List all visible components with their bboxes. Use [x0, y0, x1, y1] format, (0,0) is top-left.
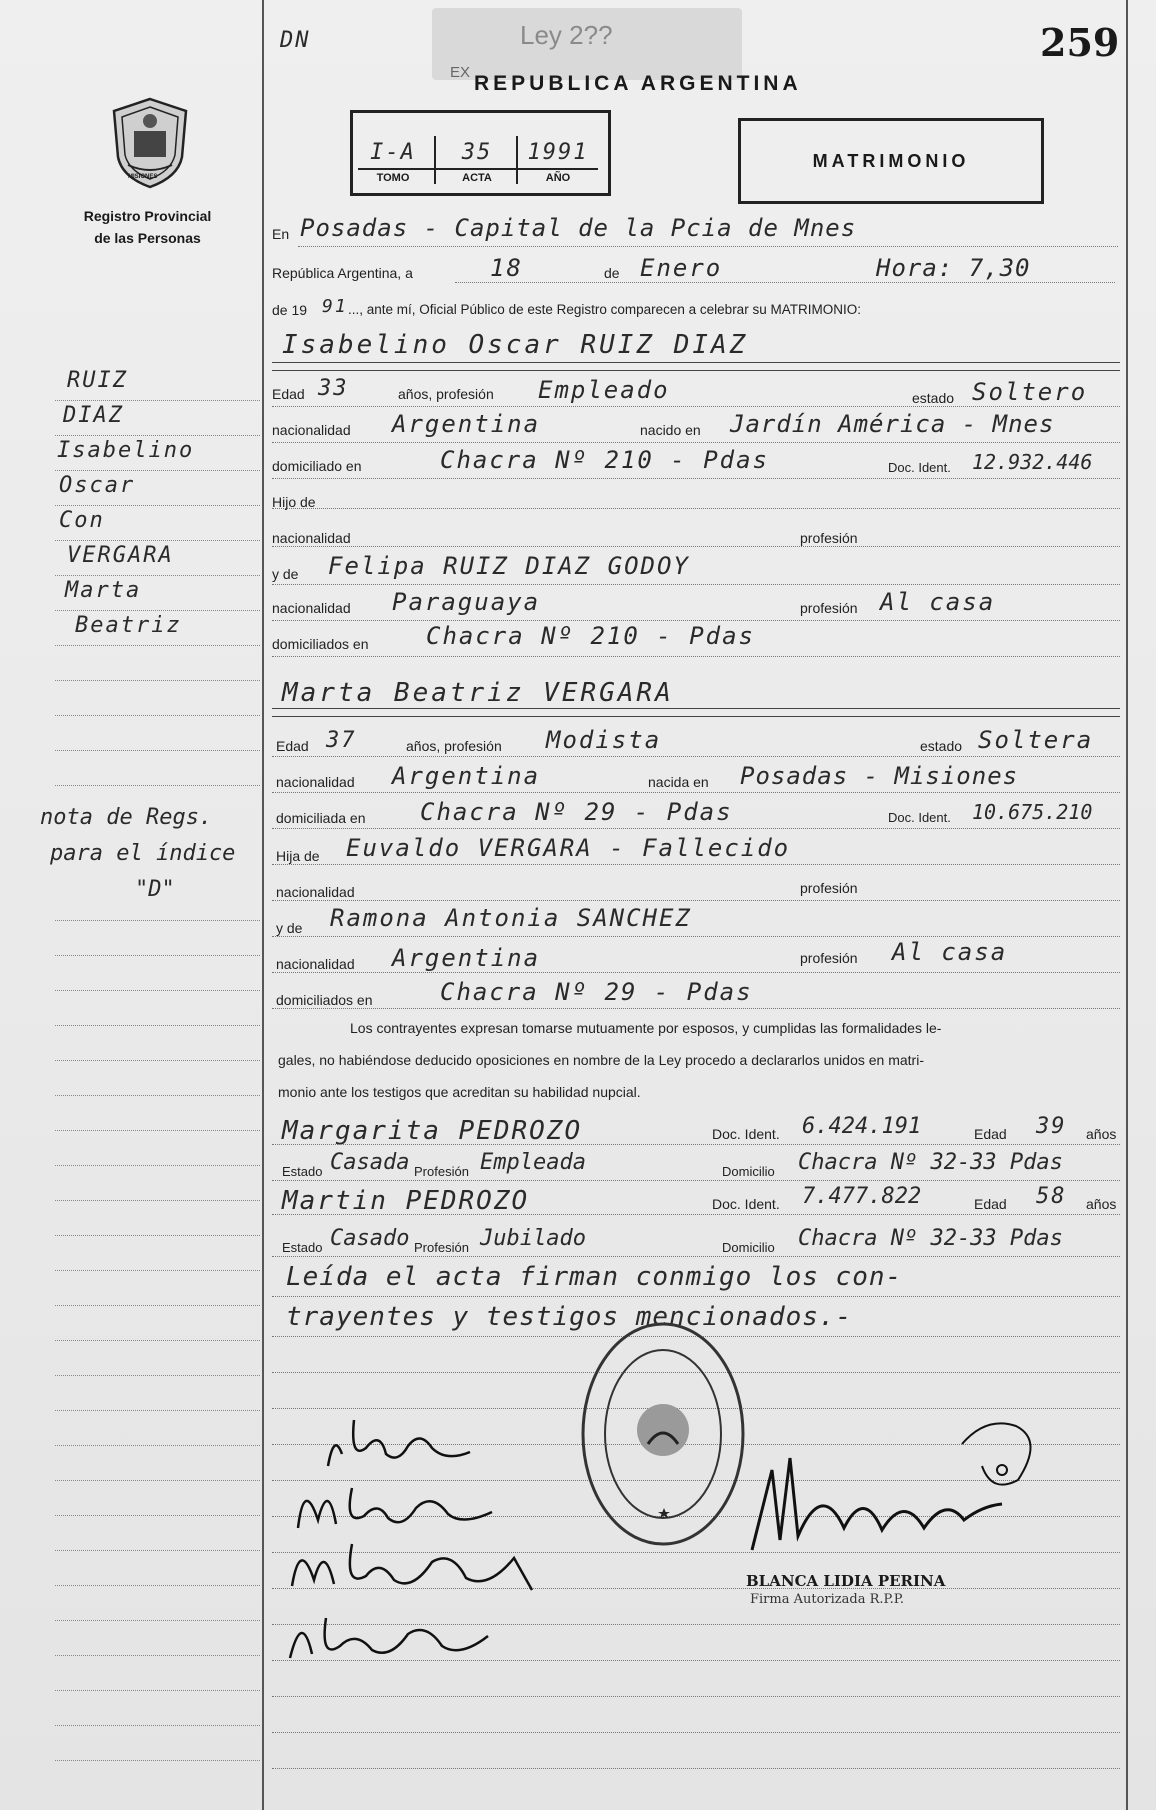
ley-stamp-prefix: EX	[450, 64, 471, 81]
groom-nacido: Jardín América - Mnes	[730, 410, 1055, 438]
margin-rule	[55, 1270, 260, 1271]
witness-dom: Chacra Nº 32-33 Pdas	[798, 1150, 1063, 1175]
registry-line-2: de las Personas	[94, 230, 201, 246]
officer-title: Firma Autorizada R.P.P.	[750, 1592, 905, 1607]
bride-name: Marta Beatriz VERGARA	[282, 678, 674, 708]
margin-rule	[55, 1200, 260, 1201]
witness-edad-label: Edad	[974, 1126, 1007, 1142]
groom-doms: Chacra Nº 210 - Pdas	[426, 622, 755, 650]
legal-paragraph-line: monio ante los testigos que acreditan su habilidad nupcial.	[278, 1084, 641, 1100]
bride-dom-label: domiciliada en	[276, 810, 366, 826]
bride-m-prof: Al casa	[892, 938, 1008, 966]
intro-year-suffix: 91	[322, 296, 348, 317]
groom-m-prof-label: profesión	[800, 600, 858, 616]
intro-month: Enero	[640, 254, 723, 282]
witness-anos-label: años	[1086, 1196, 1117, 1212]
groom-estado: Soltero	[972, 378, 1088, 406]
margin-rule	[55, 1165, 260, 1166]
margin-name: RUIZ	[67, 368, 128, 393]
line-rule	[272, 406, 1120, 407]
legal-paragraph-line: Los contrayentes expresan tomarse mutuamente por esposos, y cumplidas las formalidades le-	[350, 1020, 942, 1036]
intro-rule	[455, 282, 1115, 283]
bride-estado: Soltera	[978, 726, 1094, 754]
margin-rule	[55, 1375, 260, 1376]
margin-rule	[55, 750, 260, 751]
line-rule	[272, 756, 1120, 757]
intro-rule	[298, 246, 1118, 247]
line-rule	[272, 936, 1120, 937]
tomo-label: TOMO	[376, 172, 410, 184]
margin-rule	[55, 680, 260, 681]
groom-m-prof: Al casa	[880, 588, 996, 616]
groom-profesion: Empleado	[538, 376, 670, 404]
line-rule	[272, 864, 1120, 865]
bride-prof-label: años, profesión	[406, 738, 502, 754]
margin-rule	[55, 1060, 260, 1061]
bride-doc: 10.675.210	[972, 800, 1093, 824]
bride-doms-label: domiciliados en	[276, 992, 373, 1008]
bride-yde-label: y de	[276, 920, 303, 936]
official-seal	[578, 1318, 748, 1550]
margin-note-line: "D"	[135, 877, 175, 902]
bride-edad-label: Edad	[276, 738, 309, 754]
bride-nacido-label: nacida en	[648, 774, 709, 790]
margin-note-line: nota de Regs.	[40, 805, 213, 830]
witness-dom-label: Domicilio	[722, 1164, 775, 1179]
groom-name: Isabelino Oscar RUIZ DIAZ	[282, 330, 749, 360]
groom-yde-label: y de	[272, 566, 299, 582]
groom-estado-label: estado	[912, 390, 955, 406]
groom-prof-label: años, profesión	[398, 386, 494, 402]
intro-en-label: En	[272, 226, 290, 242]
witness-doc-label: Doc. Ident.	[712, 1196, 780, 1212]
bride-nacido: Posadas - Misiones	[740, 762, 1019, 790]
corner-mark: DN	[280, 28, 311, 53]
page-number: 259	[1040, 20, 1120, 65]
line-rule	[272, 1008, 1120, 1009]
margin-rule	[55, 1305, 260, 1306]
groom-nacido-label: nacido en	[640, 422, 701, 438]
witness-name: Martin PEDROZO	[282, 1186, 530, 1216]
margin-rule	[55, 1025, 260, 1026]
line-rule	[272, 546, 1120, 547]
act-type-label: MATRIMONIO	[812, 150, 970, 171]
bride-p-nac-label: nacionalidad	[276, 884, 355, 900]
margin-rule	[55, 1725, 260, 1726]
emblem-label: MISIONES	[128, 174, 158, 180]
margin-name: Marta	[65, 578, 142, 603]
margin-rule	[55, 400, 260, 401]
line-rule	[272, 1296, 1120, 1297]
margin-rule	[55, 470, 260, 471]
line-rule	[272, 656, 1120, 657]
margin-name: VERGARA	[67, 543, 174, 568]
section-rule	[272, 708, 1120, 709]
margin-rule	[55, 920, 260, 921]
margin-rule	[55, 1095, 260, 1096]
groom-madre: Felipa RUIZ DIAZ GODOY	[328, 552, 690, 580]
groom-dom-label: domiciliado en	[272, 458, 362, 474]
registry-line-1: Registro Provincial	[83, 208, 212, 224]
groom-doc-label: Doc. Ident.	[888, 460, 951, 475]
bride-hijo: Euvaldo VERGARA - Fallecido	[346, 834, 791, 862]
witness-estado: Casado	[330, 1226, 410, 1251]
margin-name: Beatriz	[75, 613, 182, 638]
closing-line: Leída el acta firman conmigo los con-	[286, 1262, 903, 1292]
margin-rule	[55, 955, 260, 956]
line-rule	[272, 478, 1120, 479]
margin-rule	[55, 1760, 260, 1761]
margin-rule	[55, 1410, 260, 1411]
groom-edad: 33	[318, 376, 349, 401]
bride-doms: Chacra Nº 29 - Pdas	[440, 978, 753, 1006]
tomo-value: I-A	[370, 140, 416, 165]
margin-rule	[55, 785, 260, 786]
line-rule	[272, 972, 1120, 973]
left-column-divider	[262, 0, 264, 1810]
margin-rule	[55, 1550, 260, 1551]
margin-rule	[55, 505, 260, 506]
record-id-inner	[358, 140, 600, 186]
bride-nac: Argentina	[392, 762, 541, 790]
line-rule	[272, 508, 1120, 509]
witness-doc: 7.477.822	[802, 1184, 922, 1209]
witness-anos-label: años	[1086, 1126, 1117, 1142]
margin-rule	[55, 1655, 260, 1656]
margin-rule	[55, 575, 260, 576]
act-type-box	[738, 118, 1044, 204]
signature	[282, 1600, 502, 1670]
bride-profesion: Modista	[546, 726, 662, 754]
acta-value: 35	[461, 140, 493, 165]
groom-doc: 12.932.446	[972, 450, 1093, 474]
ano-label: AÑO	[545, 172, 571, 184]
margin-rule	[55, 1480, 260, 1481]
line-rule	[272, 828, 1120, 829]
signature	[282, 1530, 552, 1600]
margin-rule	[55, 1515, 260, 1516]
line-rule	[272, 792, 1120, 793]
groom-nac: Argentina	[392, 410, 541, 438]
republic-heading: REPUBLICA ARGENTINA	[474, 72, 802, 95]
line-rule	[272, 620, 1120, 621]
intro-rep-label: República Argentina, a	[272, 265, 413, 281]
margin-rule	[55, 540, 260, 541]
acta-label: ACTA	[462, 172, 492, 184]
witness-edad-label: Edad	[974, 1196, 1007, 1212]
section-rule	[272, 362, 1120, 363]
margin-name: Oscar	[59, 473, 136, 498]
id-separator-2	[516, 136, 518, 184]
margin-rule	[55, 1585, 260, 1586]
witness-estado-label: Estado	[282, 1164, 323, 1179]
witness-dom-label: Domicilio	[722, 1240, 775, 1255]
line-rule	[272, 442, 1120, 443]
groom-p-prof-label: profesión	[800, 530, 858, 546]
witness-prof-label: Profesión	[414, 1240, 469, 1255]
margin-rule	[55, 1690, 260, 1691]
bride-hijo-label: Hija de	[276, 848, 320, 864]
line-rule	[272, 1256, 1120, 1257]
right-border-line	[1126, 0, 1128, 1810]
ley-stamp-text: Ley 2??	[520, 20, 613, 50]
closing-line: trayentes y testigos mencionados.-	[286, 1302, 853, 1332]
line-rule	[272, 1214, 1120, 1215]
intro-de-label: de	[604, 265, 620, 281]
line-rule	[272, 1144, 1120, 1145]
bride-p-prof-label: profesión	[800, 880, 858, 896]
witness-estado: Casada	[330, 1150, 410, 1175]
section-rule	[272, 370, 1120, 371]
witness-prof: Empleada	[480, 1150, 586, 1175]
signature	[320, 1408, 490, 1478]
margin-rule	[55, 1130, 260, 1131]
witness-dom: Chacra Nº 32-33 Pdas	[798, 1226, 1063, 1251]
margin-name: DIAZ	[63, 403, 124, 428]
margin-rule	[55, 1620, 260, 1621]
groom-nac-label: nacionalidad	[272, 422, 351, 438]
officer-name: BLANCA LIDIA PERINA	[746, 1572, 946, 1590]
margin-rule	[55, 715, 260, 716]
bride-dom: Chacra Nº 29 - Pdas	[420, 798, 733, 826]
witness-name: Margarita PEDROZO	[282, 1116, 583, 1146]
groom-p-nac-label: nacionalidad	[272, 530, 351, 546]
margin-rule	[55, 990, 260, 991]
witness-prof: Jubilado	[480, 1226, 586, 1251]
groom-hijo-label: Hijo de	[272, 494, 316, 510]
intro-day: 18	[490, 254, 523, 282]
intro-text: ..., ante mí, Oficial Público de este Registro comparecen a celebrar su MATRIMONIO:	[348, 302, 861, 317]
id-separator-1	[434, 136, 436, 184]
legal-paragraph-line: gales, no habiéndose deducido oposiciones en nombre de la Ley procedo a declararlos unidos en matri-	[278, 1052, 924, 1068]
line-rule	[272, 1768, 1120, 1769]
witness-doc: 6.424.191	[802, 1114, 922, 1139]
bride-m-nac-label: nacionalidad	[276, 956, 355, 972]
line-rule	[272, 584, 1120, 585]
bride-madre: Ramona Antonia SANCHEZ	[330, 904, 692, 932]
witness-estado-label: Estado	[282, 1240, 323, 1255]
groom-doms-label: domiciliados en	[272, 636, 369, 652]
witness-doc-label: Doc. Ident.	[712, 1126, 780, 1142]
intro-year-prefix: de 19	[272, 302, 308, 318]
bride-doc-label: Doc. Ident.	[888, 810, 951, 825]
witness-edad: 58	[1036, 1184, 1067, 1209]
groom-edad-label: Edad	[272, 386, 305, 402]
bride-m-prof-label: profesión	[800, 950, 858, 966]
bride-nac-label: nacionalidad	[276, 774, 355, 790]
groom-dom: Chacra Nº 210 - Pdas	[440, 446, 769, 474]
officer-signature	[732, 1410, 1052, 1560]
margin-note-line: para el índice	[50, 841, 236, 866]
groom-m-nac-label: nacionalidad	[272, 600, 351, 616]
intro-hour: Hora: 7,30	[876, 254, 1031, 282]
line-rule	[272, 1732, 1120, 1733]
margin-rule	[55, 1340, 260, 1341]
margin-name: Isabelino	[57, 438, 195, 463]
bride-m-nac: Argentina	[392, 944, 541, 972]
bride-estado-label: estado	[920, 738, 963, 754]
intro-place: Posadas - Capital de la Pcia de Mnes	[300, 214, 857, 242]
id-underline	[358, 168, 598, 170]
witness-edad: 39	[1036, 1114, 1067, 1139]
margin-rule	[55, 1235, 260, 1236]
witness-prof-label: Profesión	[414, 1164, 469, 1179]
margin-rule	[55, 645, 260, 646]
margin-rule	[55, 610, 260, 611]
line-rule	[272, 1180, 1120, 1181]
line-rule	[272, 900, 1120, 901]
margin-rule	[55, 435, 260, 436]
line-rule	[272, 1696, 1120, 1697]
groom-m-nac: Paraguaya	[392, 588, 541, 616]
section-rule	[272, 716, 1120, 717]
ano-value: 1991	[527, 140, 589, 165]
margin-rule	[55, 1445, 260, 1446]
margin-name: Con	[59, 508, 105, 533]
bride-edad: 37	[326, 728, 357, 753]
